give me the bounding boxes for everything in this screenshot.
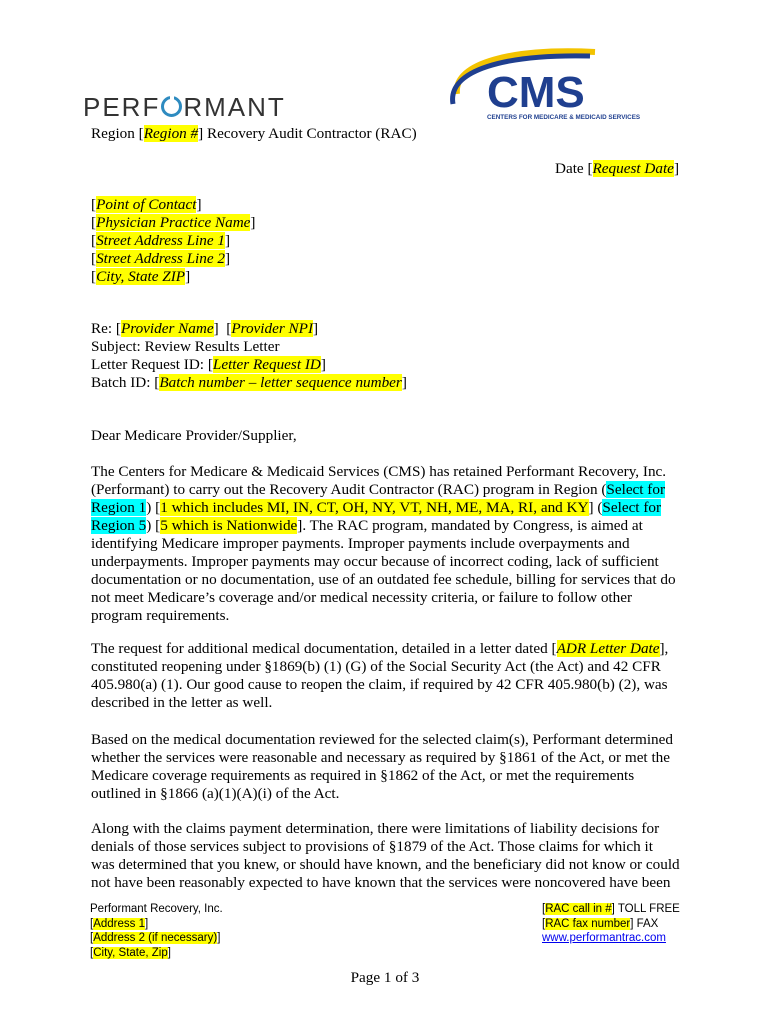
select-region1-option[interactable]: Region 1 bbox=[91, 499, 147, 516]
cms-letters: CMS bbox=[487, 68, 585, 117]
region-line: Region [Region #] Recovery Audit Contractor (RAC) bbox=[91, 125, 417, 142]
address-block bbox=[91, 196, 255, 286]
address-line: [Point of Contact] bbox=[91, 196, 202, 213]
paragraph-determination: Based on the medical documentation reviewed for the selected claim(s), Performant determined whether the services were reasonable and necessary as required by §1861 of the Act, or met the Medicare coverage requirements as required in §1862 of the Act, or met the requirements outlined in §1866 (a)(1)(A)(i) of the Act. bbox=[91, 731, 673, 802]
performant-logo-text: PERF bbox=[83, 92, 161, 122]
rac-call-in-field[interactable]: RAC call in # bbox=[545, 903, 612, 915]
footer-company: Performant Recovery, Inc. bbox=[90, 903, 223, 915]
paragraph-rac-program: The Centers for Medicare & Medicaid Services (CMS) has retained Performant Recovery, Inc. (Performant) to carry out the Recovery Audit Contractor (RAC) program in Region (Select for Region 1) [1 which includes MI, IN, CT, OH, NY, VT, NH, ME, MA, RI, and KY] (Select for Region 5) [5 which is Nationwide]. The RAC program, mandated by Congress, is aimed at identifying Medicare improper payments. Improper payments include overpayments and underpayments. Improper payments may occur because of incorrect coding, lack of sufficient documentation or no documentation, use of an outdated fee schedule, billing for services that do not meet Medicare’s coverage and/or medical necessity criteria, or failure to follow other program requirements. bbox=[91, 463, 676, 624]
city-state-zip-field[interactable]: City, State ZIP bbox=[96, 268, 186, 285]
request-date-field[interactable]: Request Date bbox=[592, 160, 674, 177]
page-number: Page 1 of 3 bbox=[350, 969, 420, 986]
practice-name-field[interactable]: Physician Practice Name bbox=[96, 214, 251, 231]
website-link[interactable]: www.performantrac.com bbox=[542, 932, 666, 944]
footer-address1-field[interactable]: Address 1 bbox=[93, 917, 145, 930]
select-region5-option[interactable]: Select for bbox=[602, 499, 662, 516]
footer-address: Performant Recovery, Inc. [Address 1] [Address 2 (if necessary)] [City, State, Zip] bbox=[90, 903, 223, 959]
footer-address2-field[interactable]: Address 2 (if necessary) bbox=[93, 932, 218, 944]
performant-logo: PERF RMANT bbox=[83, 92, 286, 122]
letter-request-id-field[interactable]: Letter Request ID bbox=[212, 356, 321, 373]
address-line: [City, State ZIP] bbox=[91, 268, 191, 285]
region1-states-field[interactable]: 1 which includes MI, IN, CT, OH, NY, VT, NH, ME, MA, RI, and KY bbox=[160, 499, 589, 516]
cms-tagline: CENTERS FOR MEDICARE & MEDICAID SERVICES bbox=[487, 114, 641, 121]
reference-block bbox=[91, 320, 407, 392]
rac-fax-field[interactable]: RAC fax number bbox=[545, 917, 631, 930]
date-line: Date [Request Date] bbox=[555, 160, 679, 177]
select-region5-option[interactable]: Region 5 bbox=[91, 517, 147, 534]
provider-name-field[interactable]: Provider Name bbox=[120, 320, 214, 337]
street-line1-field[interactable]: Street Address Line 1 bbox=[96, 232, 226, 249]
region-field[interactable]: Region # bbox=[143, 125, 199, 142]
point-of-contact-field[interactable]: Point of Contact bbox=[96, 196, 197, 213]
street-line2-field[interactable]: Street Address Line 2 bbox=[96, 250, 226, 267]
batch-id-line: Batch ID: [Batch number – letter sequence number] bbox=[91, 374, 407, 391]
select-region1-option[interactable]: Select for bbox=[606, 481, 666, 498]
paragraph-reopening: The request for additional medical documentation, detailed in a letter dated [ADR Letter Date], constituted reopening under §1869(b) (1) (G) of the Social Security Act (the Act) and 42 CFR 405.980(a) (1). Our good cause to reopen the claim, if required by 42 CFR 405.980(b) (2), was described in the letter as well. bbox=[91, 640, 669, 711]
paragraph-liability: Along with the claims payment determination, there were limitations of liability decisions for denials of those services subject to provisions of §1879 of the Act. Those claims for which it was determined that you knew, or should have known, and the beneficiary did not know or could not have been reasonably expected to have known that the services were noncovered have been bbox=[91, 820, 680, 891]
footer-city-field[interactable]: City, State, Zip bbox=[93, 946, 168, 959]
batch-number-field[interactable]: Batch number – letter sequence number bbox=[159, 374, 402, 391]
subject-line: Subject: Review Results Letter bbox=[91, 338, 280, 355]
region5-nationwide-field[interactable]: 5 which is Nationwide bbox=[160, 517, 298, 534]
adr-letter-date-field[interactable]: ADR Letter Date bbox=[556, 640, 660, 657]
request-id-line: Letter Request ID: [Letter Request ID] bbox=[91, 356, 326, 373]
address-line: [Street Address Line 1] bbox=[91, 232, 231, 249]
footer-contact: [RAC call in #] TOLL FREE [RAC fax number] FAX www.performantrac.com bbox=[542, 903, 680, 944]
cms-logo bbox=[445, 44, 650, 124]
address-line: [Physician Practice Name] bbox=[91, 214, 256, 231]
salutation: Dear Medicare Provider/Supplier, bbox=[91, 427, 297, 444]
provider-npi-field[interactable]: Provider NPI bbox=[231, 320, 314, 337]
re-line: Re: [Provider Name] [Provider NPI] bbox=[91, 320, 319, 337]
performant-o-icon bbox=[161, 96, 182, 117]
address-line: [Street Address Line 2] bbox=[91, 250, 231, 267]
